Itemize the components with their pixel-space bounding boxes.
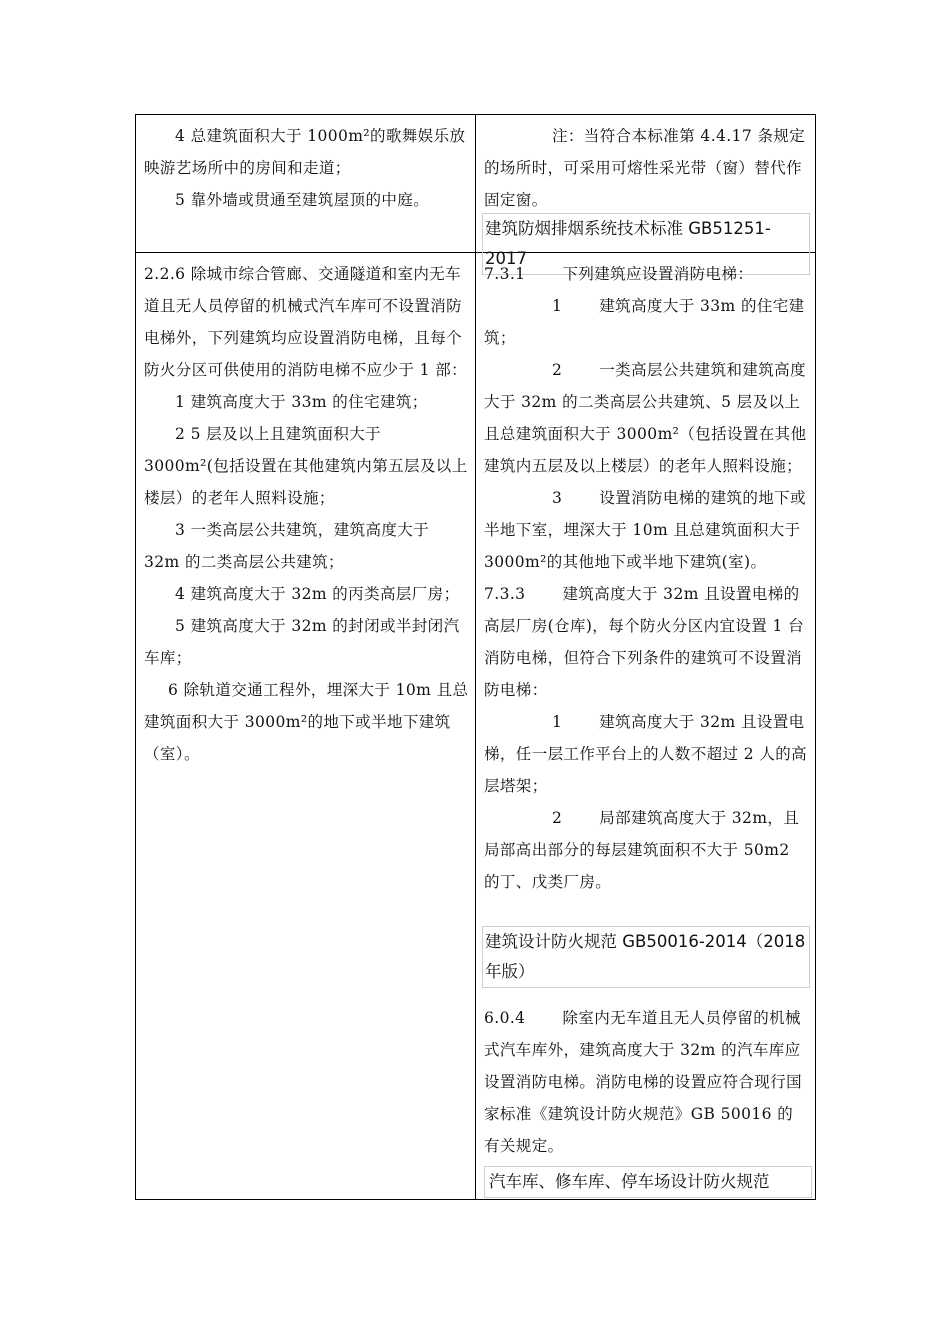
clause-226-intro: 2.2.6 除城市综合管廊、交通隧道和室内无车道且无人员停留的机械式汽车库可不设置消防电梯外，下列建筑均应设置消防电梯，且每个防火分区可供使用的消防电梯不应少于 1 部： [144, 265, 468, 379]
clause-number: 7.3.3 [484, 585, 526, 603]
clause-733-item: 1 建筑高度大于 32m 且设置电梯，任一层工作平台上的人数不超过 2 人的高层塔架； [484, 713, 808, 795]
clause-number: 7.3.1 [484, 265, 526, 283]
standard-title-gb51251: 建筑防烟排烟系统技术标准 GB51251-2017 [482, 213, 810, 275]
clause-text: 除室内无车道且无人员停留的机械式汽车库外，建筑高度大于 32m 的汽车库应设置消防电梯。消防电梯的设置应符合现行国家标准《建筑设计防火规范》GB 50016 的有关规定。 [484, 1009, 803, 1155]
clause-226-item: 1 建筑高度大于 33m 的住宅建筑； [175, 393, 428, 411]
standard-title-gb50016: 建筑设计防火规范 GB50016-2014（2018 年版） [482, 926, 810, 988]
left-bottom-cell [144, 258, 469, 770]
right-bottom-cell [484, 258, 809, 898]
clause-226-item: 5 建筑高度大于 32m 的封闭或半封闭汽车库； [144, 617, 460, 667]
clause-731-item: 2 一类高层公共建筑和建筑高度大于 32m 的二类高层公共建筑、5 层及以上且总建筑面积大于 3000m²（包括设置在其他建筑内五层及以上楼层）的老年人照料设施； [484, 361, 807, 475]
note-text: 注：当符合本标准第 4.4.17 条规定的场所时，可采用可熔性采光带（窗）替代作固定窗。 [484, 127, 806, 209]
clause-733-item: 2 局部建筑高度大于 32m，且局部高出部分的每层建筑面积不大于 50m2 的丁、戊类厂房。 [484, 809, 800, 891]
clause-733 [484, 578, 809, 706]
left-top-item-5: 5 靠外墙或贯通至建筑屋顶的中庭。 [175, 191, 430, 209]
clause-226-item: 3 一类高层公共建筑，建筑高度大于 32m 的二类高层公共建筑； [144, 521, 430, 571]
clause-text: 下列建筑应设置消防电梯： [562, 265, 754, 283]
standard-title-garage: 汽车库、修车库、停车场设计防火规范 [484, 1166, 812, 1198]
clause-226-item: 2 5 层及以上且建筑面积大于 3000m²(包括设置在其他建筑内第五层及以上楼层）的老年人照料设施； [144, 425, 468, 507]
clause-text: 建筑高度大于 32m 且设置电梯的高层厂房(仓库)，每个防火分区内宜设置 1 台消防电梯，但符合下列条件的建筑可不设置消防电梯： [484, 585, 805, 699]
left-top-item-4: 4 总建筑面积大于 1000m²的歌舞娱乐放映游艺场所中的房间和走道； [144, 127, 466, 177]
clause-731 [484, 258, 809, 290]
clause-604-block [484, 1002, 809, 1162]
column-divider [475, 114, 476, 1200]
clause-226-item: 4 建筑高度大于 32m 的丙类高层厂房； [175, 585, 460, 603]
clause-number: 6.0.4 [484, 1009, 526, 1027]
left-top-cell [144, 120, 469, 216]
clause-604 [484, 1002, 809, 1162]
clause-731-item: 1 建筑高度大于 33m 的住宅建筑； [484, 297, 805, 347]
right-top-cell [484, 120, 809, 216]
clause-226-item: 6 除轨道交通工程外，埋深大于 10m 且总建筑面积大于 3000m²的地下或半地下建筑（室）。 [144, 681, 469, 763]
clause-731-item: 3 设置消防电梯的建筑的地下或半地下室，埋深大于 10m 且总建筑面积大于 3000m²的其他地下或半地下建筑(室)。 [484, 489, 806, 571]
